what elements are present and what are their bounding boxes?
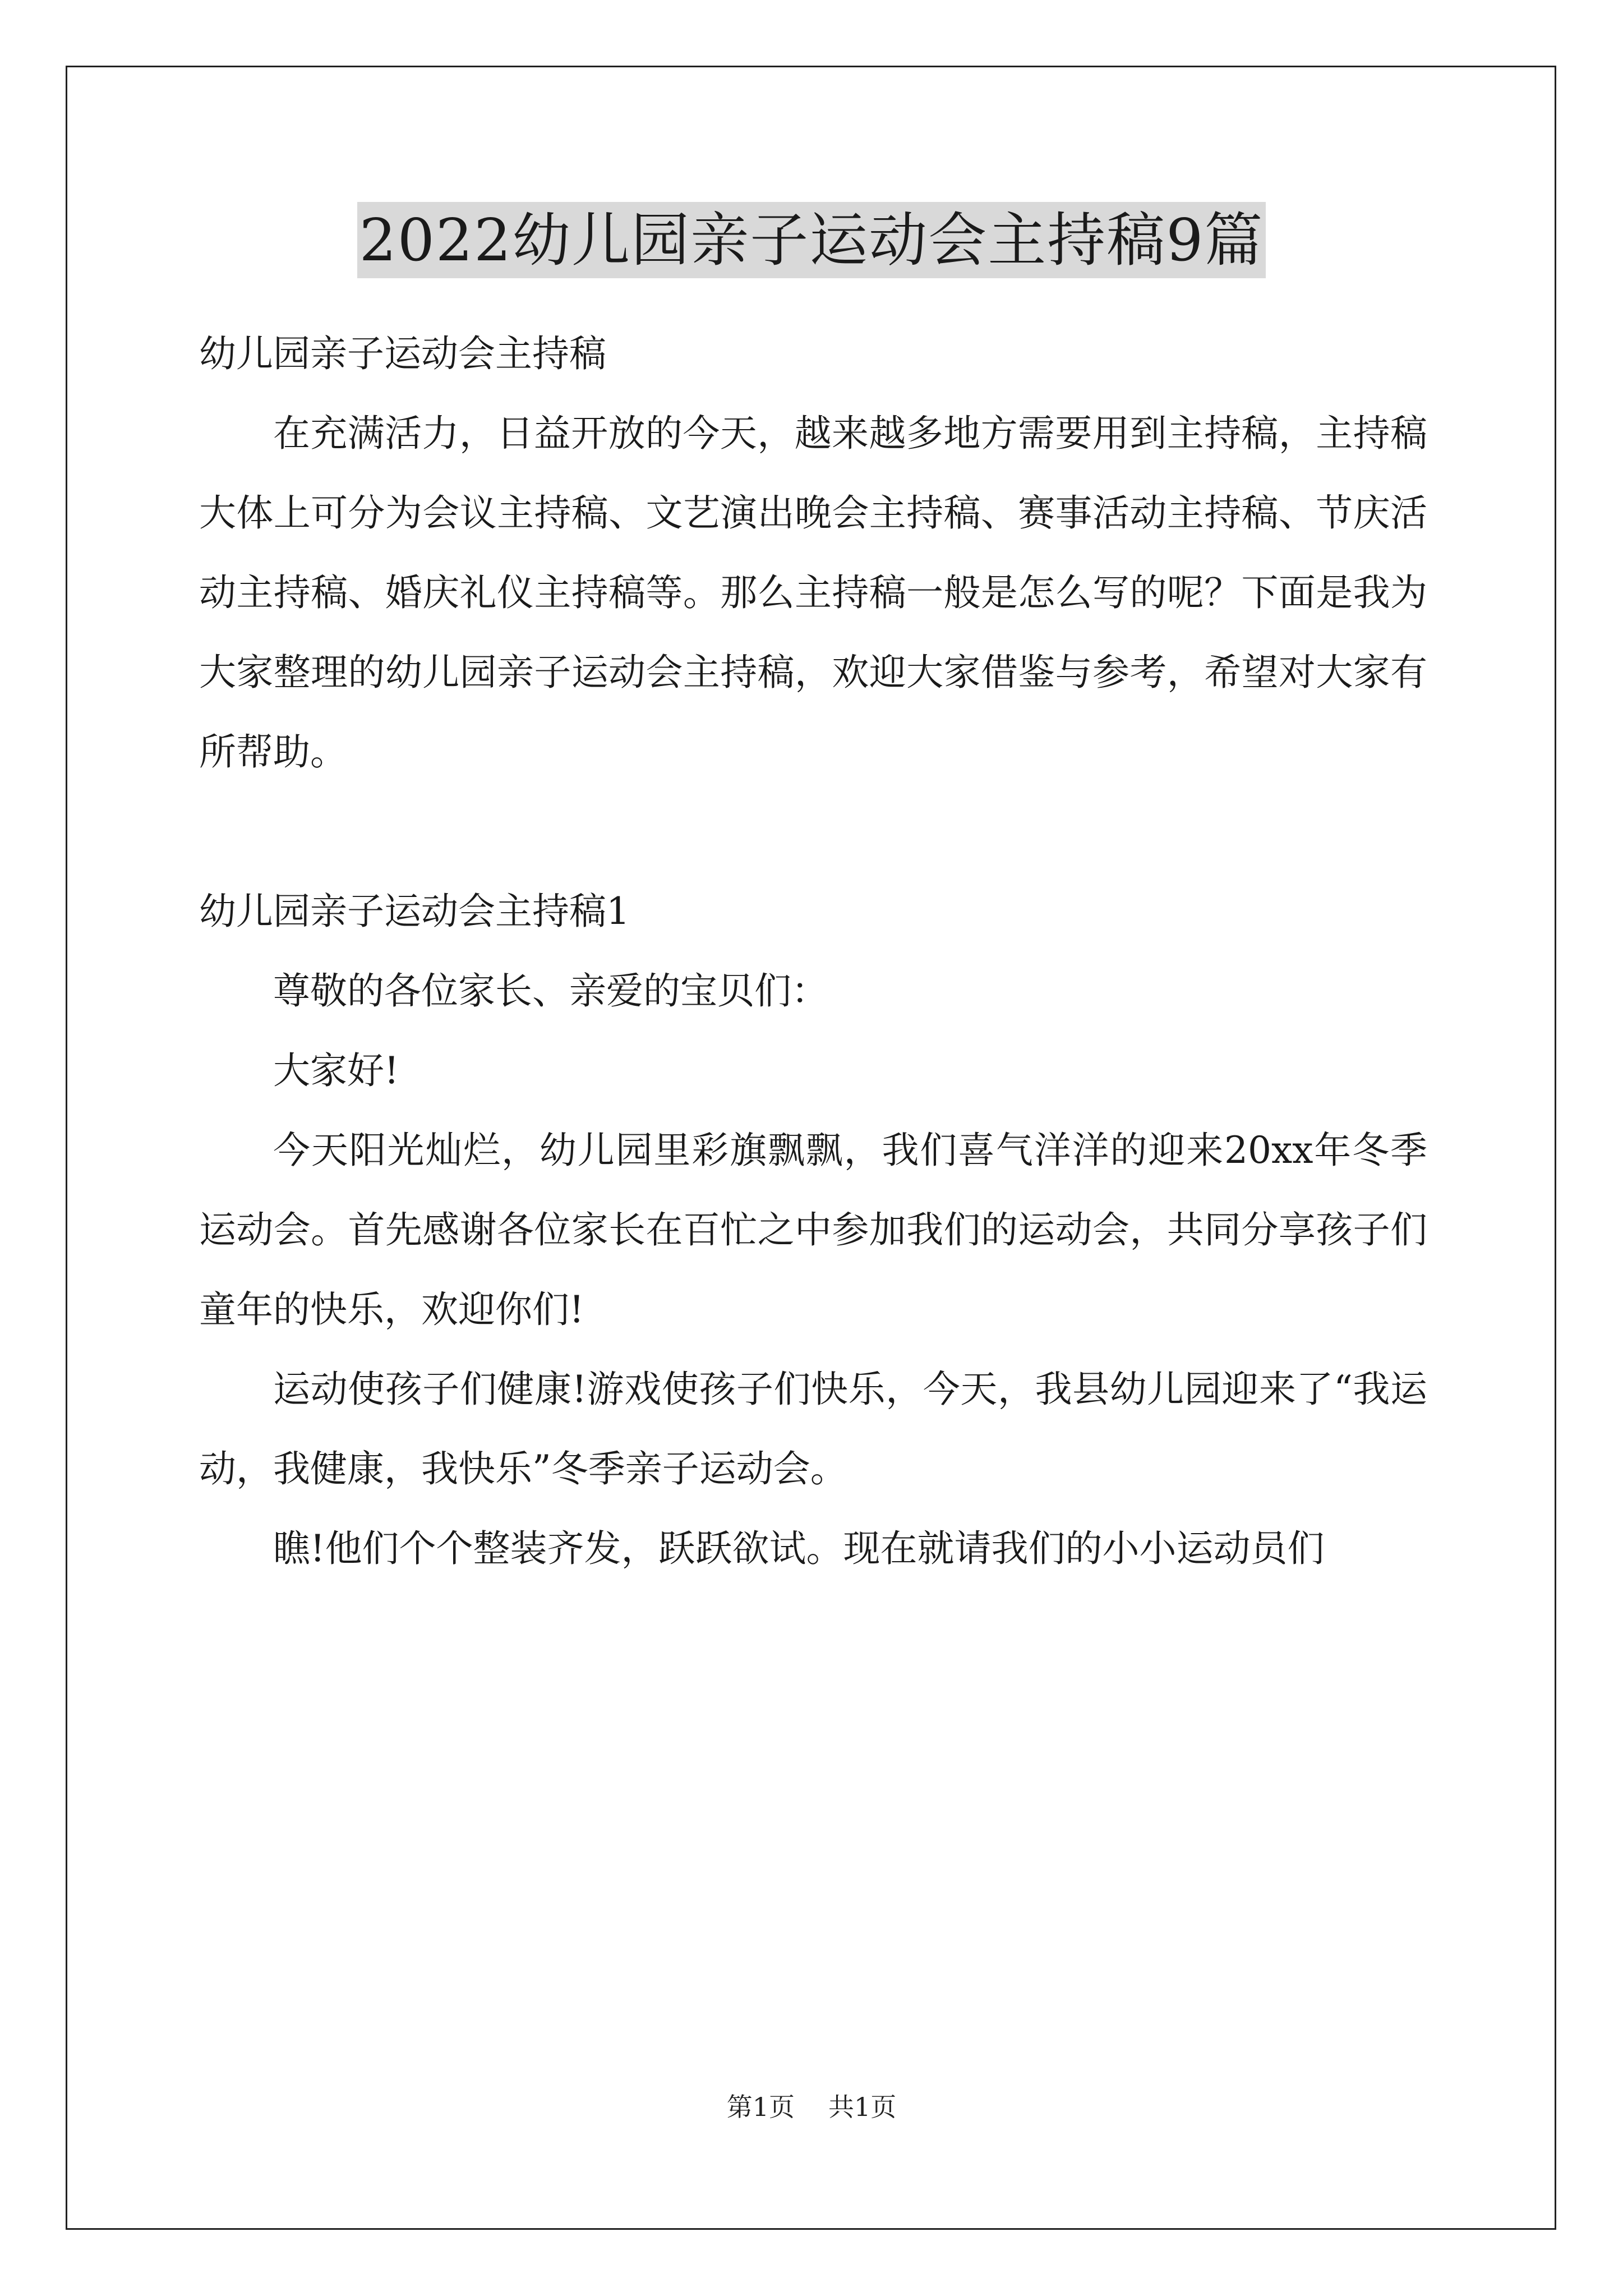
greeting-paragraph: 大家好! [273, 1049, 399, 1092]
body-paragraph: 运动使孩子们健康!游戏使孩子们快乐，今天，我县幼儿园迎来了“我运动，我健康，我快乐”冬季亲子运动会。 [199, 1368, 1427, 1490]
document-body [199, 314, 1427, 1589]
salutation-paragraph: 尊敬的各位家长、亲爱的宝贝们： [273, 969, 828, 1013]
page-number: 第1页 [726, 2092, 795, 2122]
body-paragraph: 今天阳光灿烂，幼儿园里彩旗飘飘，我们喜气洋洋的迎来20xx年冬季运动会。首先感谢各位家长在百忙之中参加我们的运动会，共同分享孩子们童年的快乐，欢迎你们! [199, 1129, 1427, 1331]
page-total: 共1页 [828, 2092, 897, 2122]
section-heading: 幼儿园亲子运动会主持稿 [199, 332, 606, 375]
document-title: 2022幼儿园亲子运动会主持稿9篇 [357, 202, 1266, 278]
page-footer [0, 2090, 1623, 2124]
section-heading-1: 幼儿园亲子运动会主持稿1 [199, 890, 630, 933]
title-area [0, 202, 1623, 278]
intro-paragraph: 在充满活力，日益开放的今天，越来越多地方需要用到主持稿，主持稿大体上可分为会议主持稿、文艺演出晚会主持稿、赛事活动主持稿、节庆活动主持稿、婚庆礼仪主持稿等。那么主持稿一般是怎么写的呢？下面是我为大家整理的幼儿园亲子运动会主持稿，欢迎大家借鉴与参考，希望对大家有所帮助。 [199, 412, 1427, 774]
body-paragraph: 瞧!他们个个整装齐发，跃跃欲试。现在就请我们的小小运动员们 [273, 1527, 1325, 1570]
paragraph-gap [199, 792, 1427, 872]
